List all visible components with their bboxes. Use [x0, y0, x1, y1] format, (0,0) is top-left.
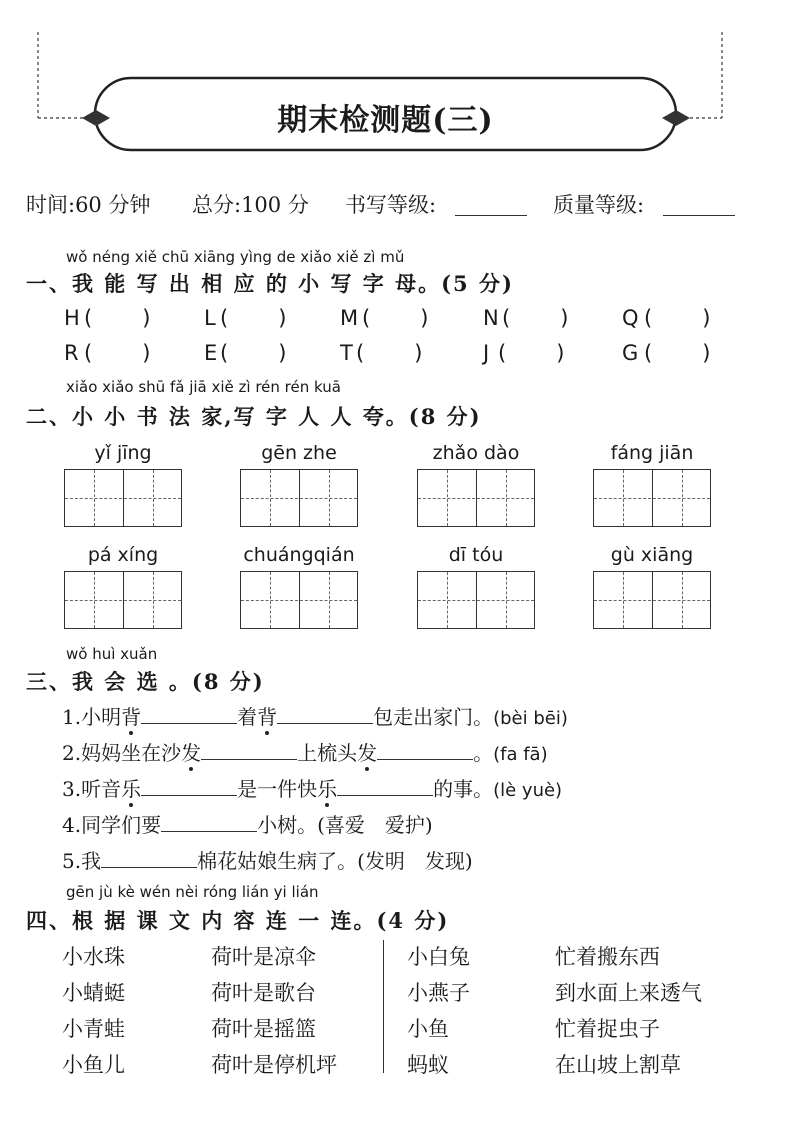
- s2-pinyin: xiǎo xiǎo shū fǎ jiā xiě zì rén rén kuā: [66, 378, 341, 396]
- match-item[interactable]: 小青蛙: [62, 1017, 125, 1041]
- s1-answer-paren[interactable]: ( ): [356, 341, 423, 365]
- s1-answer-paren[interactable]: ( ): [220, 341, 287, 365]
- s1-letter: L: [204, 306, 216, 330]
- tianzige-pinyin: yǐ jīng: [94, 442, 152, 464]
- answer-blank[interactable]: [161, 809, 257, 832]
- s1-letter: H: [64, 306, 80, 330]
- dotted-char: 发: [357, 741, 378, 765]
- q-text: 包走出家门。: [373, 705, 494, 729]
- match-item[interactable]: 小水珠: [62, 945, 125, 969]
- match-item[interactable]: 小鱼儿: [62, 1053, 125, 1077]
- q-number: 5.: [62, 849, 82, 873]
- s1-letter: R: [64, 341, 79, 365]
- dotted-char: 背: [121, 705, 142, 729]
- tianzige-pinyin: pá xíng: [87, 544, 159, 566]
- s1-letter: G: [622, 341, 639, 365]
- dotted-char: 乐: [121, 777, 142, 801]
- writing-grade-label: 书写等级:: [345, 193, 437, 217]
- match-item[interactable]: 蚂蚁: [407, 1053, 449, 1077]
- s1-answer-paren[interactable]: ( ): [498, 341, 565, 365]
- s1-letter: E: [204, 341, 218, 365]
- q-text: 听音: [81, 777, 122, 801]
- q-text: 棉花姑娘生病了。(发明 发现): [197, 849, 473, 873]
- q-text: 着: [237, 705, 258, 729]
- title-frame: [0, 0, 793, 170]
- match-item[interactable]: 荷叶是歌台: [211, 981, 316, 1005]
- time-label: 时间:60 分钟: [26, 193, 151, 217]
- tianzige-pinyin: gù xiāng: [610, 544, 694, 566]
- q-text: 我: [81, 849, 102, 873]
- tianzige-box[interactable]: [64, 571, 182, 629]
- s1-answer-paren[interactable]: ( ): [362, 306, 429, 330]
- s1-letter: M: [340, 306, 359, 330]
- answer-blank[interactable]: [201, 737, 297, 760]
- tianzige-box[interactable]: [417, 469, 535, 527]
- q-text: 的事。: [433, 777, 494, 801]
- s1-answer-paren[interactable]: ( ): [502, 306, 569, 330]
- s1-letter: J: [483, 341, 490, 365]
- match-item[interactable]: 荷叶是停机坪: [211, 1053, 337, 1077]
- s4-pinyin: gēn jù kè wén nèi róng lián yi lián: [66, 883, 319, 901]
- q-options: (bèi bēi): [493, 708, 568, 729]
- answer-blank[interactable]: [277, 701, 373, 724]
- answer-blank[interactable]: [141, 701, 237, 724]
- q-number: 1.: [62, 705, 82, 729]
- s3-pinyin: wǒ huì xuǎn: [66, 645, 158, 663]
- q-number: 3.: [62, 777, 82, 801]
- quality-grade-label: 质量等级:: [553, 193, 645, 217]
- s3-heading: 三、我 会 选 。(8 分): [26, 669, 265, 694]
- match-item[interactable]: 小鱼: [407, 1017, 449, 1041]
- q-text: 同学们要: [81, 813, 162, 837]
- s3-question: [62, 809, 433, 838]
- s1-heading: 一、我 能 写 出 相 应 的 小 写 字 母。(5 分): [26, 271, 514, 296]
- q-text: 是一件快: [237, 777, 318, 801]
- s1-pinyin: wǒ néng xiě chū xiāng yìng de xiǎo xiě zì mǔ: [66, 248, 405, 266]
- q-text: 小明: [81, 705, 122, 729]
- tianzige-box[interactable]: [240, 571, 358, 629]
- tianzige-box[interactable]: [240, 469, 358, 527]
- s1-answer-paren[interactable]: ( ): [220, 306, 287, 330]
- tianzige-pinyin: zhǎo dào: [432, 442, 520, 464]
- tianzige-pinyin: dī tóu: [448, 544, 504, 566]
- s1-letter: N: [483, 306, 499, 330]
- answer-blank[interactable]: [337, 773, 433, 796]
- q-text: 小树。(喜爱 爱护): [257, 813, 433, 837]
- s1-answer-paren[interactable]: ( ): [84, 306, 151, 330]
- answer-blank[interactable]: [101, 845, 197, 868]
- quality-grade-blank[interactable]: [663, 215, 735, 216]
- tianzige-box[interactable]: [64, 469, 182, 527]
- dotted-char: 发: [181, 741, 202, 765]
- q-text: 。: [473, 741, 494, 765]
- answer-blank[interactable]: [377, 737, 473, 760]
- match-item[interactable]: 忙着捉虫子: [555, 1017, 660, 1041]
- score-label: 总分:100 分: [192, 193, 309, 217]
- q-number: 4.: [62, 813, 82, 837]
- s3-question: [62, 773, 562, 802]
- answer-blank[interactable]: [141, 773, 237, 796]
- s1-letter: Q: [622, 306, 639, 330]
- s3-question: [62, 845, 473, 874]
- dotted-char: 乐: [317, 777, 338, 801]
- column-divider: [383, 940, 384, 1073]
- q-options: (lè yuè): [493, 780, 563, 801]
- s1-answer-paren[interactable]: ( ): [644, 306, 711, 330]
- match-item[interactable]: 小燕子: [407, 981, 470, 1005]
- s4-heading: 四、根 据 课 文 内 容 连 一 连。(4 分): [26, 908, 450, 933]
- tianzige-pinyin: chuángqián: [243, 544, 355, 566]
- s1-answer-paren[interactable]: ( ): [84, 341, 151, 365]
- tianzige-box[interactable]: [593, 571, 711, 629]
- s2-heading: 二、小 小 书 法 家,写 字 人 人 夸。(8 分): [26, 404, 482, 429]
- writing-grade-blank[interactable]: [455, 215, 527, 216]
- tianzige-box[interactable]: [417, 571, 535, 629]
- s1-letter: T: [340, 341, 353, 365]
- s3-question: [62, 737, 548, 766]
- match-item[interactable]: 小白兔: [407, 945, 470, 969]
- tianzige-box[interactable]: [593, 469, 711, 527]
- match-item[interactable]: 在山坡上割草: [555, 1053, 681, 1077]
- q-options: (fa fā): [493, 744, 548, 765]
- dotted-char: 背: [257, 705, 278, 729]
- q-number: 2.: [62, 741, 82, 765]
- match-item[interactable]: 到水面上来透气: [555, 981, 702, 1005]
- s3-question: [62, 701, 568, 730]
- q-text: 妈妈坐在沙: [81, 741, 182, 765]
- match-item[interactable]: 小蜻蜓: [62, 981, 125, 1005]
- tianzige-pinyin: gēn zhe: [261, 442, 337, 464]
- match-item[interactable]: 荷叶是摇篮: [211, 1017, 316, 1041]
- match-item[interactable]: 忙着搬东西: [555, 945, 660, 969]
- q-text: 上梳头: [297, 741, 358, 765]
- match-item[interactable]: 荷叶是凉伞: [211, 945, 316, 969]
- s1-answer-paren[interactable]: ( ): [644, 341, 711, 365]
- tianzige-pinyin: fáng jiān: [610, 442, 694, 464]
- page-title: 期末检测题(三): [277, 103, 494, 138]
